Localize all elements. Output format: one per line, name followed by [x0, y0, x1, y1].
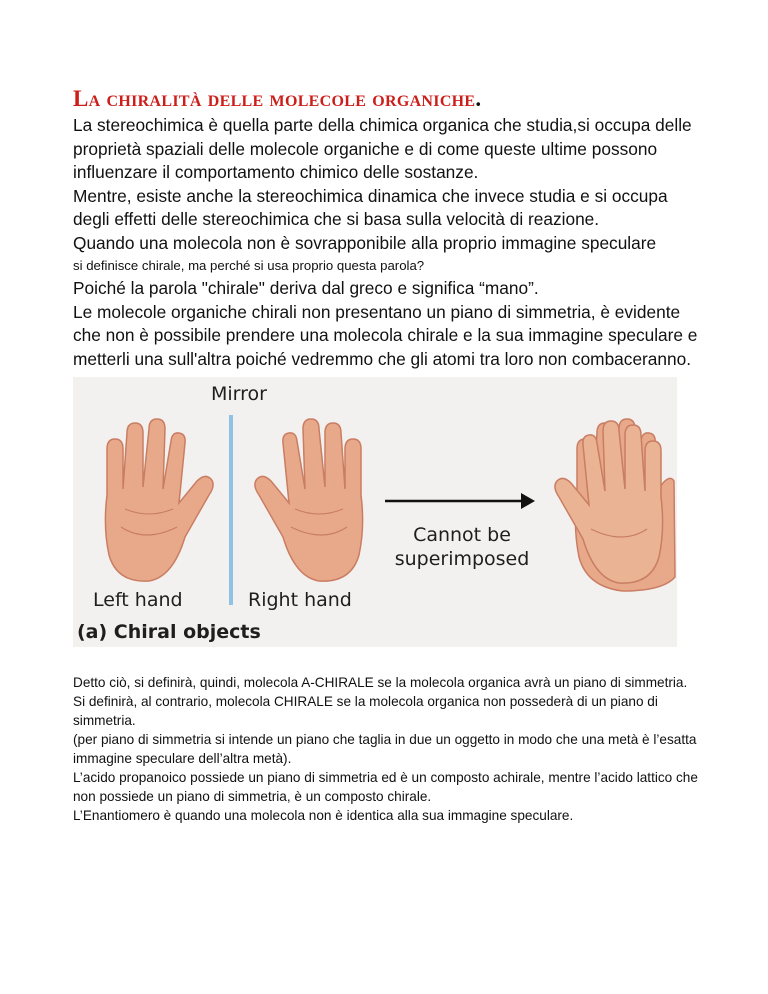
intro-paragraph: Quando una molecola non è sovrapponibile alla proprio immagine speculare — [73, 232, 657, 253]
page-title — [73, 84, 703, 114]
document-page — [73, 84, 703, 825]
body-paragraph: L’acido propanoico possiede un piano di simmetria ed è un composto achirale, mentre l’acido lattico che non possiede un piano di simmetria, è un composto chirale. — [73, 770, 698, 804]
body-paragraph: (per piano di simmetria si intende un piano che taglia in due un oggetto in modo che una metà è l’esatta immagine speculare dell’altra metà). — [73, 732, 697, 766]
overlapped-hands-icon — [555, 419, 675, 591]
body-paragraph: Detto ciò, si definirà, quindi, molecola A-CHIRALE se la molecola organica avrà un piano di simmetria. — [73, 675, 688, 690]
intro-paragraph: Poiché la parola "chirale" deriva dal greco e significa “mano”. — [73, 278, 539, 298]
intro-paragraph-small: si definisce chirale, ma perché si usa proprio questa parola? — [73, 258, 425, 273]
title-period: . — [475, 86, 482, 111]
left-hand-icon — [105, 419, 213, 581]
definitions-section — [73, 673, 703, 825]
intro-paragraph: Le molecole organiche chirali non presentano un piano di simmetria, è evidente che non è possibile prendere una molecola chirale e la sua immagine speculare e metterli una sull'altra poiché vedremmo che gli atomi tra loro non combaceranno. — [73, 301, 698, 369]
intro-section — [73, 114, 703, 371]
mirror-label: Mirror — [211, 383, 267, 405]
figure-caption: (a) Chiral objects — [77, 621, 261, 643]
arrow-right-icon — [385, 493, 535, 509]
left-hand-label: Left hand — [93, 589, 183, 611]
right-hand-label: Right hand — [248, 589, 352, 611]
chiral-hands-figure — [73, 377, 677, 647]
title-text: La chiralità delle molecole organiche — [73, 86, 476, 111]
mirror-line — [229, 415, 233, 605]
arrow-label — [391, 523, 533, 571]
right-hand-icon — [255, 419, 363, 581]
intro-paragraph: Mentre, esiste anche la stereochimica dinamica che invece studia e si occupa degli effetti delle stereochimica che si basa sulla velocità di reazione. — [73, 185, 668, 229]
body-paragraph: L’Enantiomero è quando una molecola non è identica alla sua immagine speculare. — [73, 808, 574, 823]
intro-paragraph: La stereochimica è quella parte della chimica organica che studia,si occupa delle proprietà spaziali delle molecole organiche e di come queste ultime possono influenzare il comportamento chimico delle sostanze. — [73, 115, 692, 182]
arrow-label-line2: superimposed — [394, 548, 530, 570]
arrow-label-line1: Cannot be — [413, 524, 511, 546]
body-paragraph: Si definirà, al contrario, molecola CHIRALE se la molecola organica non possederà di un piano di simmetria. — [73, 694, 658, 728]
